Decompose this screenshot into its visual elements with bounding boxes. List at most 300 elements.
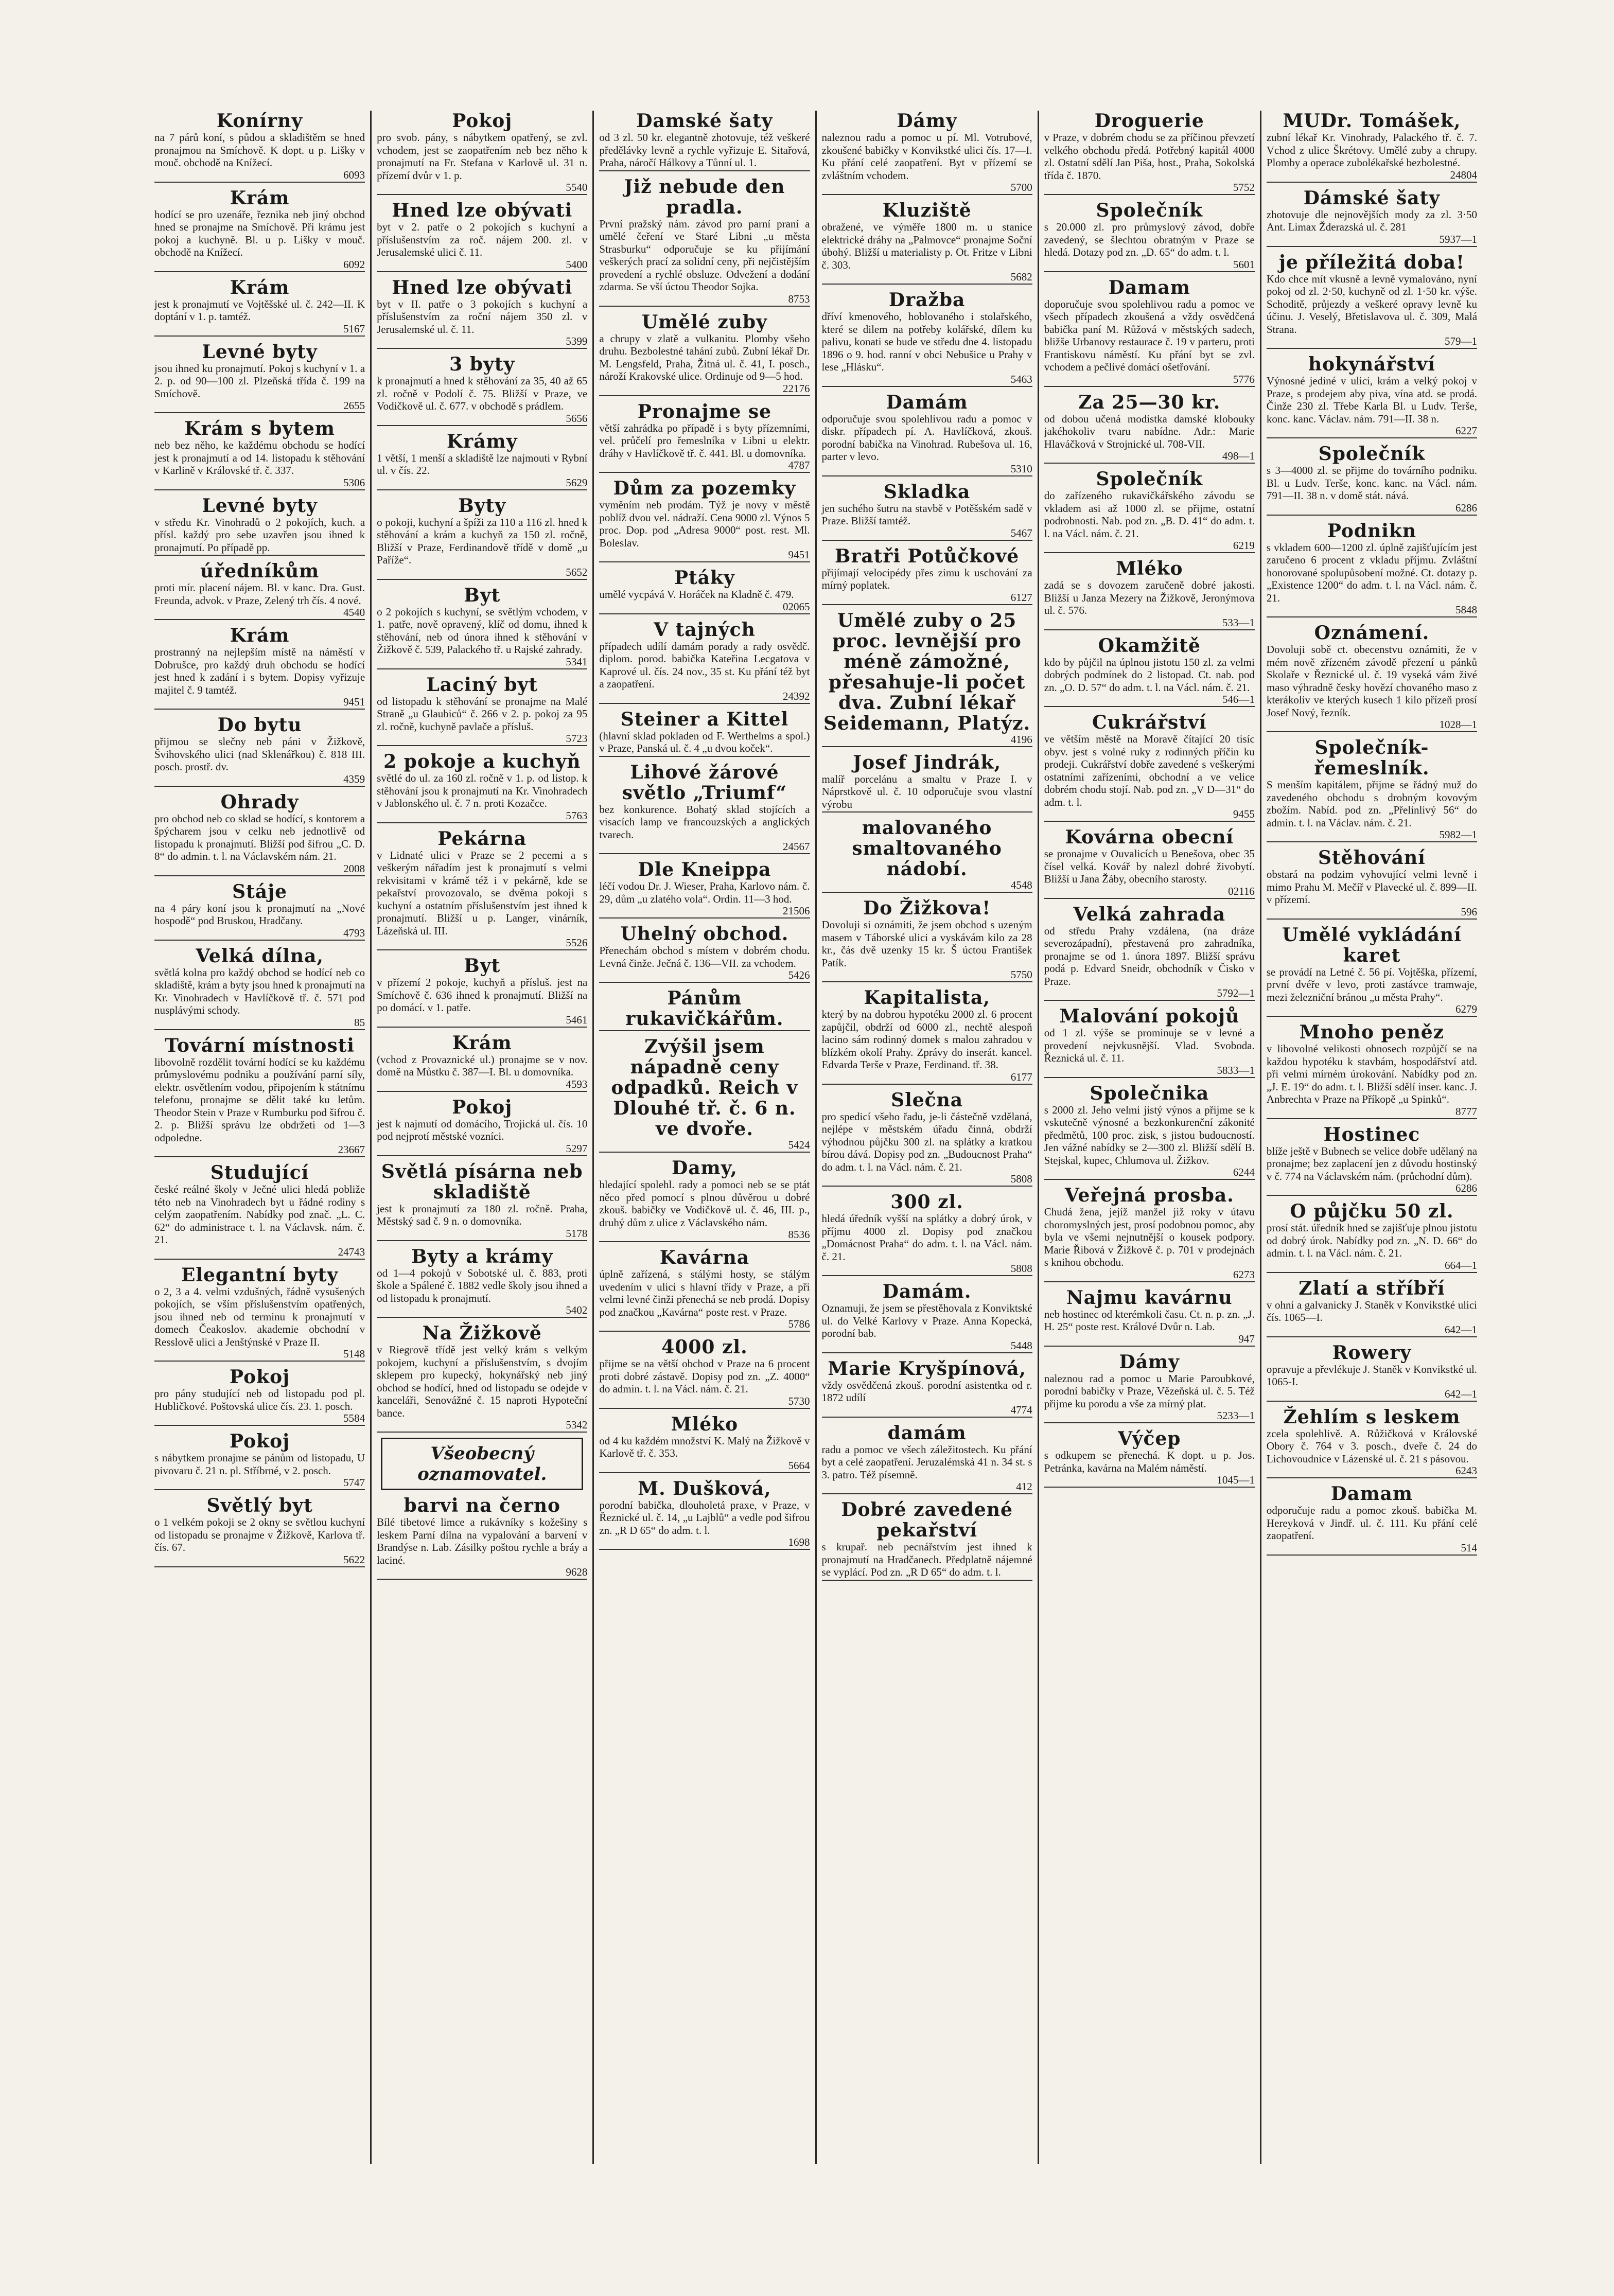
ad-divider bbox=[377, 1027, 587, 1028]
ad-divider bbox=[154, 709, 365, 710]
classified-ad bbox=[1044, 111, 1255, 195]
ad-divider bbox=[377, 1432, 587, 1433]
ad-divider bbox=[1044, 1000, 1255, 1001]
ad-body: větší zahrádka po případě i s byty přízemními, vel. průčelí pro řemeslníka v Libni u elektr. dráhy v Havlíčkově tř. č. 441. Bl. u domovníka. bbox=[599, 421, 810, 460]
ad-headline: barvi na černo bbox=[404, 1495, 561, 1516]
ad-reference-number: 5786 bbox=[788, 1318, 810, 1330]
ad-body: hledající spolehl. rady a pomoci neb se se ptát něco před pomocí s plnou důvěrou u dobré zkouš. babičky ve Vodičkově ul. č. 46, III. p., druhý dům z ulice z Václavského nám. bbox=[599, 1178, 810, 1229]
ad-reference-number: 5233—1 bbox=[1217, 1409, 1255, 1422]
classified-ad bbox=[1044, 277, 1255, 387]
ad-body: 1 větší, 1 menší a skladiště lze najmouti v Rybní ul. v čís. 22. bbox=[377, 451, 588, 476]
ad-body: vždy osvědčená zkouš. porodní asistentka od r. 1872 udílí bbox=[821, 1379, 1032, 1404]
ad-divider bbox=[377, 1579, 587, 1580]
ad-body: naleznou radu a pomoc u pí. Ml. Votrubové, zkoušené babičky v Konvikstké ulici čís. 17—I. Ku přání celé zaopatření. Byt v přízemí se zvláštním vchodem. bbox=[821, 131, 1032, 182]
ad-reference-number: 1698 bbox=[788, 1536, 810, 1548]
ad-body: Bílé tibetové limce a rukávníky s kožešiny s leskem Parní dílna na vypalování a barvení v Brandýse n. Lab. Zásilky poštou rychle a bráy a laciné. bbox=[377, 1516, 588, 1566]
classified-ad bbox=[1267, 354, 1477, 438]
classified-ad bbox=[154, 111, 365, 183]
ad-divider bbox=[1044, 1077, 1255, 1078]
classified-ad bbox=[822, 1192, 1032, 1276]
ad-headline: Byt bbox=[464, 584, 501, 606]
classified-ad bbox=[154, 1495, 365, 1567]
ad-divider bbox=[822, 746, 1032, 747]
ad-headline: Společník bbox=[1318, 443, 1426, 465]
classified-ad bbox=[1044, 827, 1255, 899]
classified-ad bbox=[822, 818, 1032, 893]
ad-headline: Damy, bbox=[672, 1157, 738, 1179]
classified-ad bbox=[377, 1161, 587, 1241]
ad-divider bbox=[822, 892, 1032, 893]
boxed-heading bbox=[381, 1438, 583, 1490]
ad-reference-number: 4774 bbox=[1010, 1403, 1032, 1416]
classified-ad bbox=[599, 568, 810, 614]
ad-headline: Krám bbox=[230, 625, 290, 646]
ad-headline: Umělé zuby bbox=[641, 311, 768, 333]
ad-reference-number: 85 bbox=[354, 1016, 365, 1029]
ad-reference-number: 8777 bbox=[1455, 1105, 1478, 1118]
ad-reference-number: 5424 bbox=[788, 1139, 810, 1151]
classified-ad bbox=[1267, 252, 1477, 349]
classified-ad bbox=[154, 1162, 365, 1260]
ad-body: Přenechám obchod s místem v dobrém chodu. Levná činže. Ječná č. 136—VII. za vchodem. bbox=[599, 944, 810, 969]
ad-headline: Společnika bbox=[1090, 1082, 1209, 1104]
ad-reference-number: 579—1 bbox=[1445, 335, 1478, 347]
ad-body: přijme se na větší obchod v Praze na 6 procent proti dobré zástavě. Dopisy pod zn. „Z. 4000“ do admin. t. l. na Václ. nám. č. 21. bbox=[599, 1357, 810, 1395]
classified-ad bbox=[154, 342, 365, 414]
classified-ad bbox=[822, 546, 1032, 605]
ad-reference-number: 596 bbox=[1461, 905, 1478, 918]
ad-body: pro obchod neb co sklad se hodící, s kontorem a špýcharem jsou v celku neb jednotlivě od listopadu k pronajmutí. Bližší pod šifrou „C. D. 8“ do admin. t. l. na Václavském nám. 21. bbox=[154, 812, 365, 862]
ad-headline: Damám. bbox=[882, 1281, 972, 1302]
ad-body: umělé vycpává V. Horáček na Kladně č. 479. bbox=[599, 588, 794, 601]
ad-headline: Výčep bbox=[1118, 1428, 1181, 1450]
ad-reference-number: 5982—1 bbox=[1439, 828, 1478, 841]
ad-reference-number: 5792—1 bbox=[1217, 987, 1255, 999]
classified-ad bbox=[377, 431, 587, 490]
ad-divider bbox=[1044, 629, 1255, 630]
ad-body: neb hostinec od kterémkoli času. Ct. n. p. zn. „J. H. 25“ poste rest. Králové Dvůr n. Lab. bbox=[1044, 1308, 1255, 1333]
ad-divider bbox=[822, 1493, 1032, 1494]
ad-reference-number: 02065 bbox=[783, 600, 810, 613]
ad-headline: hokynářství bbox=[1308, 354, 1435, 375]
ad-body: odporučuje radu a pomoc zkouš. babička M. Hereyková v Jindř. ul. č. 111. Ku přání celé zaopatření. bbox=[1266, 1504, 1478, 1542]
ad-headline: Elegantní byty bbox=[181, 1264, 339, 1286]
ad-body: zadá se s dovozem zaručeně dobré jakosti. Bližší u Janza Mezery na Žižkově, Jeronýmova ul. č. 576. bbox=[1044, 579, 1255, 616]
column-1 bbox=[149, 111, 370, 2164]
classified-ad bbox=[1044, 558, 1255, 630]
ad-headline: Umělé vykládání karet bbox=[1282, 924, 1462, 966]
classified-ad bbox=[599, 924, 810, 983]
classified-ad bbox=[1044, 469, 1255, 553]
ad-body: jest k najmutí od domácího, Trojická ul. čís. 10 pod nejprotí městské vozníci. bbox=[377, 1117, 588, 1142]
classified-ad bbox=[1267, 188, 1477, 247]
classified-ad bbox=[154, 277, 365, 337]
classified-ad bbox=[822, 1281, 1032, 1353]
ad-divider bbox=[599, 472, 810, 473]
ad-body: jsou ihned ku pronajmutí. Pokoj s kuchyní v 1. a 2. p. od 90—100 zl. Plzeňská třída č. 199 na Smíchově. bbox=[154, 362, 365, 400]
column-2 bbox=[370, 111, 592, 2164]
ad-divider bbox=[377, 822, 587, 823]
ad-body: léčí vodou Dr. J. Wieser, Praha, Karlovo nám. č. 29, dům „u zlatého vola“. Ordin. 11—3 hod. bbox=[599, 880, 810, 905]
ad-body: úplně zařízená, s stálými hosty, se stálým uvedením v ulici s hlavní třídy v Praze, a při velmi levné činži přenechá se neb prodá. Dopisy pod značkou „Kavárna“ poste rest. v Praze. bbox=[599, 1268, 810, 1318]
ad-reference-number: 4196 bbox=[1010, 733, 1032, 746]
ad-headline: Na Žižkově bbox=[422, 1322, 542, 1344]
ad-divider bbox=[1044, 552, 1255, 553]
ad-divider bbox=[377, 1091, 587, 1092]
ad-body: proti mír. placení nájem. Bl. v kanc. Dra. Gust. Freunda, advok. v Praze, Zelený trh čís. 4 nové. bbox=[154, 581, 365, 607]
boxed-heading-line: oznamovatel. bbox=[417, 1464, 547, 1485]
classified-ad bbox=[377, 751, 587, 823]
ad-body: od středu Prahy vzdálena, (na dráze severozápadní), přestavená pro zahradníka, pronajme se od 1. února 1897. Bližší správu podá p. Edvard Sneidr, obchodník v Čisko v Praze. bbox=[1044, 924, 1255, 987]
ad-body: s vkladem 600—1200 zl. úplně zajišťujícím jest zaručeno 6 procent z vkladu příjmu. Zvláštní honorované spolupůsobení možné. Ct. dotazy p. „Existence 1200“ do adm. t. l. na Václ. nám. č. 21. bbox=[1266, 541, 1478, 604]
ad-headline: 3 byty bbox=[449, 354, 515, 375]
ad-body: v středu Kr. Vinohradů o 2 pokojích, kuch. a přísl. každý pro sebe uzavřen jsou ihned k pronajmutí. Po případě pp. bbox=[154, 516, 365, 554]
classified-ad bbox=[599, 1247, 810, 1332]
classified-ad bbox=[154, 625, 365, 710]
ad-body: se pronajme v Ouvalicích u Benešova, obec 35 čísel velká. Kovář by nalezl dobré živobytí. Bližší u Jana Žáby, obecního starosty. bbox=[1044, 847, 1255, 885]
ad-body: hledá úředník vyšší na splátky a dobrý úrok, v příjmu 4000 zl. Dopisy pod značkou „Domácnost Praha“ do adm. t. l. na Václ. nám. č. 21. bbox=[821, 1212, 1032, 1263]
ad-body: od 4 ku každém množství K. Malý na Žižkově v Karlově tř. č. 353. bbox=[599, 1434, 810, 1459]
classified-ad bbox=[154, 1431, 365, 1490]
ad-body: porodní babička, dlouholetá praxe, v Praze, v Řeznické ul. č. 14, „u Lajblů“ a vedle pod šifrou zn. „R D 65“ do adm. t. l. bbox=[599, 1498, 810, 1536]
ad-divider bbox=[377, 1317, 587, 1318]
ad-body: přijmou se slečny neb páni v Žižkově, Švihovského ulici (nad Sklenářkou) č. 818 III. posch. prostř. dv. bbox=[154, 735, 365, 773]
ad-divider bbox=[1267, 1016, 1477, 1017]
ad-reference-number: 5584 bbox=[343, 1412, 365, 1424]
ad-headline: Dražba bbox=[888, 289, 966, 311]
ad-divider bbox=[154, 1489, 365, 1490]
ad-reference-number: 4787 bbox=[788, 459, 810, 471]
classified-ad bbox=[822, 1358, 1032, 1418]
ad-divider bbox=[599, 756, 810, 757]
ad-body: kdo by půjčil na úplnou jistotu 150 zl. za velmi dobrých podmínek do 2 listopad. Ct. nab. pod zn. „O. D. 57“ do adm. t. l. na Václ. nám. č. 21. bbox=[1044, 656, 1255, 694]
ad-divider bbox=[154, 786, 365, 787]
ad-reference-number: 24743 bbox=[338, 1245, 365, 1258]
ad-reference-number: 5723 bbox=[566, 732, 588, 745]
ad-headline: Uhelný obchod. bbox=[620, 923, 789, 945]
ad-headline: Mnoho peněz bbox=[1299, 1021, 1445, 1043]
ad-headline: Tovární místnosti bbox=[165, 1034, 355, 1056]
ad-divider bbox=[1044, 1281, 1255, 1282]
ad-headline: Ptáky bbox=[674, 567, 735, 589]
ad-divider bbox=[154, 1259, 365, 1260]
ad-reference-number: 5526 bbox=[566, 937, 588, 949]
ad-reference-number: 5747 bbox=[343, 1476, 365, 1489]
ad-body: do zařízeného rukavičkářského závodu se vkladem asi až 1000 zl. se přijme, ostatní podrobnosti. Nab. pod zn. „B. D. 41“ do adm. t. l. na Václ. nám. č. 21. bbox=[1044, 489, 1255, 540]
ad-body: s odkupem se přenechá. K dopt. u p. Jos. Petránka, kavárna na Malém náměstí. bbox=[1044, 1449, 1255, 1474]
classified-ad bbox=[1044, 200, 1255, 272]
ad-divider bbox=[377, 194, 587, 195]
classified-ad bbox=[377, 1097, 587, 1156]
ad-divider bbox=[822, 475, 1032, 476]
classified-ad bbox=[1267, 1201, 1477, 1273]
ad-divider bbox=[154, 619, 365, 620]
ad-body: v ohni a galvanicky J. Staněk v Konvikstké ulici čís. 1065—I. bbox=[1266, 1298, 1478, 1323]
classified-ad bbox=[1044, 1287, 1255, 1347]
ad-body: v Praze, v dobrém chodu se za příčinou převzetí velkého obchodu předá. Potřebný kapitál 4000 zl. Ostatní sdělí Jan Piša, host., Praha, Sokolská třída č. 1870. bbox=[1044, 131, 1255, 182]
classified-ad bbox=[154, 561, 365, 620]
ad-headline: Kapitalista, bbox=[864, 987, 990, 1009]
ad-body: který by na dobrou hypotéku 2000 zl. 6 procent zapůjčil, obdrží od 6000 zl., nechtě alespoň lacino sám rodinný domek s malou zahradou v blízkém okolí Prahy. Zprávy do inserát. kancel. Edvarda Terše v Praze, Ferdinand. tř. 38. bbox=[821, 1008, 1032, 1071]
classified-ad bbox=[599, 620, 810, 704]
ad-body: pro svob. pány, s nábytkem opatřený, se zvl. vchodem, jest se zaopatřením neb bez něho k pronajmutí na Fr. Stefana v Karlově ul. 31 n. přízemí dvůr v 1. p. bbox=[377, 131, 588, 182]
ad-divider bbox=[154, 1566, 365, 1567]
ad-headline: Již nebude den pradla. bbox=[624, 175, 785, 218]
ad-divider bbox=[599, 395, 810, 396]
classified-ad bbox=[822, 111, 1032, 195]
ad-divider bbox=[377, 489, 587, 490]
ad-divider bbox=[377, 1155, 587, 1156]
ad-reference-number: 5467 bbox=[1010, 526, 1032, 539]
ad-body: pro pány studující neb od listopadu pod pl. Hubličkové. Poštovská ulice čís. 23. 1. posch. bbox=[154, 1387, 365, 1412]
classified-ad bbox=[822, 1423, 1032, 1495]
ad-body: v libovolné velikosti obnosech rozpůjčí se na každou hypotéku k stavbám, hospodářství atd. při velmi mírném úrokování. Nabídky pod zn. „J. E. 19“ do adm. t. l. Bližší sdělí inser. kanc. J. Anbrechta v Praze na Příkopě „u Spinků“. bbox=[1266, 1043, 1478, 1105]
ad-reference-number: 24804 bbox=[1450, 168, 1478, 181]
ad-divider bbox=[822, 811, 1032, 813]
ad-body: k pronajmutí a hned k stěhování za 35, 40 až 65 zl. ročně v Podolí č. 75. Bližší v Praze, ve Vodičkově ul. č. 677. v obchodě s prádlem. bbox=[377, 375, 588, 412]
classified-ad bbox=[1044, 635, 1255, 708]
ad-body: o pokoji, kuchyní a špíži za 110 a 116 zl. hned k stěhování a krám a kuchyň za 150 zl. ročně, Bližší v Praze, Ferdinandově třídě v domě „u Paříže“. bbox=[377, 516, 588, 566]
ad-reference-number: 9451 bbox=[343, 696, 365, 708]
ad-body: prosí stát. úředník hned se zajišťuje plnou jistotu od dobrý úrok. Nabídky pod zn. „N. D. 66“ do admin. t. l. na Václ. nám. č. 21. bbox=[1266, 1222, 1478, 1259]
ad-body: s nábytkem pronajme se pánům od listopadu, U pivovaru č. 21 n. pl. Stříbrné, v 2. posch. bbox=[154, 1452, 365, 1477]
ad-divider bbox=[1267, 182, 1477, 183]
classified-ad bbox=[377, 585, 587, 669]
ad-divider bbox=[599, 306, 810, 307]
classified-ad bbox=[377, 354, 587, 426]
ad-reference-number: 642—1 bbox=[1445, 1323, 1478, 1336]
ad-divider bbox=[599, 561, 810, 562]
ad-reference-number: 5682 bbox=[1010, 271, 1032, 283]
ad-reference-number: 21506 bbox=[783, 905, 810, 917]
ad-reference-number: 6244 bbox=[1233, 1166, 1255, 1178]
ad-headline: Dle Kneippa bbox=[638, 859, 771, 880]
ad-reference-number: 4793 bbox=[343, 926, 365, 939]
ad-reference-number: 5656 bbox=[566, 412, 588, 425]
ad-headline: Okamžitě bbox=[1098, 634, 1201, 657]
ad-reference-number: 5808 bbox=[1010, 1173, 1032, 1185]
ad-reference-number: 5167 bbox=[343, 322, 365, 335]
classified-ad bbox=[1267, 847, 1477, 920]
ad-divider bbox=[377, 271, 587, 272]
ad-headline: Společník-řemeslník. bbox=[1314, 737, 1430, 779]
ad-body: Dovoluji si oznámiti, že jsem obchod s uzeným masem v Táborské ulici a vyskávám kilo za 28 kr., čás dvě uzenky 15 kr. Š úctou František Patík. bbox=[821, 919, 1032, 969]
classified-ad bbox=[154, 1265, 365, 1362]
ad-body: byt v II. patře o 3 pokojích s kuchyní a příslušenstvím za roční nájem 350 zl. v Jerusalemské ul. č. 11. bbox=[377, 297, 588, 335]
ad-headline: 4000 zl. bbox=[661, 1336, 748, 1358]
classified-ad bbox=[1044, 712, 1255, 822]
ad-headline: Damam bbox=[1108, 276, 1190, 298]
classified-ad bbox=[822, 610, 1032, 747]
ad-body: v přízemí 2 pokoje, kuchyň a přísluš. jest na Smíchově č. 636 ihned k pronajmutí. Bližší na po domácí. v 1. patře. bbox=[377, 976, 588, 1014]
ad-divider bbox=[1044, 706, 1255, 707]
ad-headline: Ohrady bbox=[220, 791, 299, 813]
ad-body: naleznou rad a pomoc u Marie Paroubkové, porodní babičky v Praze, Vězeňská ul. č. 5. Též přijme ku porodu a vše za mírný plat. bbox=[1044, 1372, 1255, 1410]
ad-body: jen suchého šutru na stavbě v Potěšském sadě v Praze. Bližší tamtéž. bbox=[821, 502, 1032, 527]
ad-body: dříví kmenového, hoblovaného i stolařského, které se dilem na potřeby kolářské, dílem ku palivu, konati se bude ve středu dne 4. listopadu 1896 o 9. hod. ranní v obci Nebušice u Prahy v lese „Hlásku“. bbox=[821, 310, 1032, 373]
ad-divider bbox=[154, 555, 365, 556]
ad-divider bbox=[599, 1331, 810, 1332]
ad-divider bbox=[1044, 271, 1255, 272]
ad-divider bbox=[822, 1186, 1032, 1187]
ad-headline: Zvýšil jsem nápadně ceny odpadků. Reich v Dlouhé tř. č. 6 n. ve dvoře. bbox=[611, 1036, 798, 1140]
classified-ad bbox=[154, 792, 365, 876]
ad-reference-number: 6177 bbox=[1010, 1070, 1032, 1083]
ad-body: světlé do ul. za 160 zl. ročně v 1. p. od listop. k stěhování jsou k pronajmutí na Kr. Vinohradech v Jablonského ul. č. 7 n. proti Kozačce. bbox=[377, 772, 588, 809]
ad-headline: Velká zahrada bbox=[1073, 903, 1226, 925]
ad-headline: Krám bbox=[452, 1032, 512, 1054]
ad-body: a chrupy v zlatě a vulkanitu. Plomby všeho druhu. Bezbolestné tahání zubů. Zubní lékař Dr. M. Lengsfeld, Praha, Žitná ul. č. 41, I. posch., nároží Krakovské ulice. Ordinuje od 9—5 hod. bbox=[599, 332, 810, 382]
ad-reference-number: 23667 bbox=[338, 1143, 365, 1156]
ad-body: zcela spolehlivě. A. Růžičková v Královské Obory č. 764 v 3. posch., dveře č. 24 do Lichovoudnice v Lázenské ul. č. 21 s pásovou. bbox=[1266, 1427, 1478, 1465]
ad-reference-number: 1028—1 bbox=[1439, 718, 1478, 731]
classified-ad bbox=[1044, 1083, 1255, 1180]
ad-headline: Slečna bbox=[891, 1089, 963, 1111]
ad-reference-number: 6227 bbox=[1455, 425, 1478, 437]
ad-headline: Lihové žárové světlo „Triumf“ bbox=[622, 761, 787, 804]
ad-body: od 3 zl. 50 kr. elegantně zhotovuje, též veškeré předělávky levně a rychle vyřizuje E. Sitařová, Praha, náročí Hálkovy a Tůnní ul. 1. bbox=[599, 131, 810, 169]
ad-headline: Mléko bbox=[671, 1413, 739, 1435]
ad-divider bbox=[1044, 898, 1255, 899]
ad-divider bbox=[599, 1241, 810, 1242]
classified-ad bbox=[822, 290, 1032, 387]
ad-divider bbox=[822, 604, 1032, 605]
ad-body: od dobou učená modistka damské klobouky jakéhokoliv tvaru nabídne. Adr.: Marie Hlaváčková v Strojnické ul. 708-VII. bbox=[1044, 412, 1255, 450]
ad-headline: MUDr. Tomášek, bbox=[1283, 111, 1461, 132]
ad-headline: Dámy bbox=[1119, 1351, 1180, 1373]
ad-divider bbox=[377, 1240, 587, 1241]
ad-body: od 1—4 pokojů v Sobotské ul. č. 883, proti škole a Spálené č. 1882 vedle školy jsou ihned a od listopadu k pronajmutí. bbox=[377, 1266, 588, 1304]
ad-divider bbox=[1267, 437, 1477, 438]
ad-headline: Dobré zavedené pekařství bbox=[841, 1499, 1013, 1541]
ad-body: Chudá žena, jejíž manžel již roky v útavu choromyslných jest, prosí podobnou pomoc, aby byla ve všemi nejnutnější o kousek podpory. Marie Řibová v Žižkově č. p. 701 v prodejnách s knihou obchodu. bbox=[1044, 1206, 1255, 1268]
classified-ad bbox=[1267, 1343, 1477, 1402]
ad-divider bbox=[1267, 1195, 1477, 1196]
ad-headline: úředníkům bbox=[200, 560, 320, 582]
ad-headline: Do bytu bbox=[217, 714, 302, 736]
ad-divider bbox=[822, 194, 1032, 195]
ad-reference-number: 9451 bbox=[788, 549, 810, 561]
ad-reference-number: 5752 bbox=[1233, 181, 1255, 193]
ad-headline: Pronajme se bbox=[637, 400, 772, 422]
ad-body: neb bez něho, ke každému obchodu se hodící jest k pronajmutí a od 14. listopadu k stěhování v Karlině v Královské tř. č. 337. bbox=[154, 439, 365, 476]
ad-headline: Dámské šaty bbox=[1303, 187, 1441, 209]
ad-headline: Světlá písárna neb skladiště bbox=[381, 1160, 583, 1203]
ad-divider bbox=[154, 412, 365, 413]
classified-ad bbox=[822, 200, 1032, 285]
ad-body: ve větším městě na Moravě čítající 20 tisíc obyv. jest s volné ruky z rodinných příčin ku prodeji. Cukrářství dobře zavedené s veškerými ostatními zařízeními, obchodní a ve velice dobrém chodu stojí. Nab. pod zn. „V D—31“ do adm. t. l. bbox=[1044, 733, 1255, 808]
ad-body: odporučuje svou spolehlivou radu a pomoc v diskr. případech pí. A. Havlíčková, zkouš. porodní babička na Vinohrad. Rubešova ul. 16, parter v levo. bbox=[821, 412, 1032, 463]
classified-ad bbox=[377, 496, 587, 580]
ad-headline: Krám bbox=[230, 187, 290, 209]
classified-ad bbox=[377, 1246, 587, 1318]
ad-reference-number: 5402 bbox=[566, 1304, 588, 1316]
classified-ad bbox=[154, 946, 365, 1030]
classified-ad bbox=[154, 496, 365, 556]
ad-headline: V tajných bbox=[654, 619, 756, 641]
classified-ad bbox=[1044, 1428, 1255, 1488]
classified-ad bbox=[822, 482, 1032, 541]
ad-divider bbox=[599, 170, 810, 171]
ad-headline: Levné byty bbox=[202, 494, 318, 517]
classified-ad bbox=[377, 956, 587, 1028]
ad-reference-number: 4593 bbox=[566, 1078, 588, 1090]
ad-reference-number: 8753 bbox=[788, 292, 810, 305]
ad-headline: Stáje bbox=[232, 880, 288, 903]
ad-reference-number: 5848 bbox=[1455, 604, 1478, 616]
ad-reference-number: 6286 bbox=[1455, 1182, 1478, 1194]
ad-headline: 300 zl. bbox=[890, 1191, 963, 1213]
ad-headline: Hned lze obývati bbox=[392, 276, 573, 298]
ad-divider bbox=[1044, 194, 1255, 195]
ad-divider bbox=[1267, 1272, 1477, 1273]
ad-divider bbox=[377, 668, 587, 669]
ad-reference-number: 4548 bbox=[1010, 879, 1032, 891]
ad-divider bbox=[154, 875, 365, 876]
column-6 bbox=[1260, 111, 1482, 2164]
ad-body: s 2000 zl. Jeho velmi jistý výnos a přijme se k vskutečně výnosné a bezkonkurenční zákonité předmětů, 100 proc. zisk, s jistou budoucností. Jen vážné nabídky se 2—300 zl. Bližší sdělí B. Stejskal, kupec, Chlumova ul. Žižkov. bbox=[1044, 1103, 1255, 1167]
ad-headline: Hostinec bbox=[1323, 1123, 1420, 1145]
classified-ad bbox=[1267, 521, 1477, 618]
ad-reference-number: 9628 bbox=[566, 1566, 588, 1578]
classified-ad bbox=[599, 859, 810, 919]
ad-headline: Společník bbox=[1096, 200, 1203, 221]
ad-body: obražené, ve výměře 1800 m. u stanice elektrické dráhy na „Palmovce“ pronajme Soční úbohý. Bližší u materialisty p. Ot. Fritze v Libni č. 303. bbox=[821, 221, 1032, 271]
ad-headline: malovaného smaltovaného nádobí. bbox=[852, 817, 1002, 880]
ad-body: s 20.000 zl. pro průmyslový závod, dobře zavedený, se šlechtou obratným v Praze se hledá. Dotazy pod zn. „D. 65“ do adm. t. l. bbox=[1044, 221, 1255, 258]
ad-reference-number: 5652 bbox=[566, 566, 588, 578]
ad-headline: Pekárna bbox=[437, 827, 527, 850]
ad-body: o 2 pokojích s kuchyní, se světlým vchodem, v 1. patře, nově opravený, klíč od domu, ihned k stěhování, neb od února ihned k stěhování v Žižkově č. 539, Palackého tř. u Rajské zahrady. bbox=[377, 605, 588, 656]
newspaper-page bbox=[149, 111, 1482, 2164]
ad-reference-number: 6273 bbox=[1233, 1268, 1255, 1281]
ad-divider bbox=[1267, 1118, 1477, 1119]
classified-ad bbox=[1044, 392, 1255, 464]
classified-ad bbox=[377, 1323, 587, 1433]
classified-ad bbox=[599, 709, 810, 757]
ad-reference-number: 664—1 bbox=[1445, 1259, 1478, 1271]
ad-divider bbox=[1267, 348, 1477, 349]
ad-headline: Pokoj bbox=[230, 1366, 290, 1388]
ad-body: české reálné školy v Ječné ulici hledá pobliže této neb na Vinohradech byt u řádné rodiny s celým zaopatřením. Nabídky pod znač. „L. C. 62“ do administrace t. l. na Václavsk. nám. č. 21. bbox=[154, 1183, 365, 1246]
ad-reference-number: 5297 bbox=[566, 1142, 588, 1155]
classified-ad bbox=[1044, 1185, 1255, 1282]
ad-reference-number: 5463 bbox=[1010, 373, 1032, 385]
ad-divider bbox=[1267, 1477, 1477, 1478]
ad-divider bbox=[1044, 1422, 1255, 1423]
ad-reference-number: 6243 bbox=[1455, 1464, 1478, 1477]
ad-divider bbox=[599, 1030, 810, 1031]
classified-ad bbox=[377, 1495, 587, 1580]
ad-reference-number: 2655 bbox=[343, 399, 365, 412]
classified-ad bbox=[377, 200, 587, 272]
ad-divider bbox=[1267, 515, 1477, 516]
ad-headline: 2 pokoje a kuchyň bbox=[383, 751, 581, 772]
ad-headline: Konírny bbox=[216, 111, 303, 132]
ad-headline: Byt bbox=[464, 955, 501, 977]
ad-body: Dovoluji sobě ct. obecenstvu oznámiti, že v mém nově zřízeném závodě přezení u pánků Skolaře v Řeznické ul. č. 19 vyseká vám živé maso výhradně česky hovězí chovaného maso z kterákoliv ve kterých kusech 1 kilo přízeň prosí Josef Nový, řezník. bbox=[1266, 643, 1478, 719]
ad-divider bbox=[1267, 616, 1477, 617]
ad-divider bbox=[599, 982, 810, 983]
ad-body: od 1 zl. výše se prominuje se v levné a provedení nejvkusnější. Vlad. Svoboda. Řeznická ul. č. 11. bbox=[1044, 1027, 1255, 1064]
ad-reference-number: 22176 bbox=[783, 382, 810, 395]
ad-body: zhotovuje dle nejnovějších mody za zl. 3·50 Ant. Limax Žderazská ul. č. 281 bbox=[1266, 208, 1478, 233]
ad-headline: Světlý byt bbox=[206, 1495, 313, 1516]
ad-divider bbox=[1044, 1487, 1255, 1488]
ad-headline: Bratři Potůčkové bbox=[835, 545, 1020, 567]
ad-reference-number: 24392 bbox=[783, 690, 810, 702]
ad-body: vyměním neb prodám. Týž je novy v městě poblíž dvou vel. nádraží. Cena 9000 zl. Výnos 5 proc. Dop. pod „Adresa 9000“ post. rest. Ml. Boleslav. bbox=[599, 499, 810, 549]
